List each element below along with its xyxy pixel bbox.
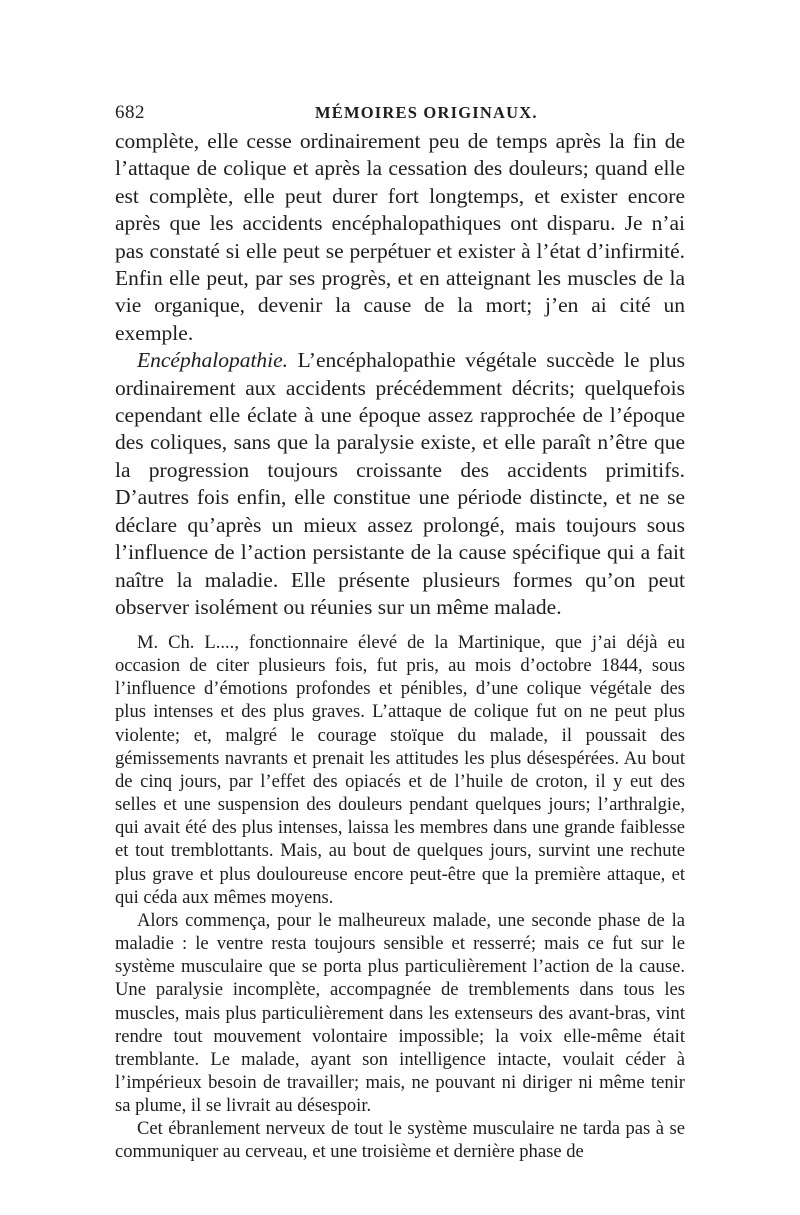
paragraph-case-onset: M. Ch. L...., fonctionnaire élevé de la Martinique, que j’ai déjà eu occasion de citer plusieurs fois, fut pris, au mois d’octobre 1844, sous l’influence d’émotions profondes et pénibles, d’une colique végétale des plus intenses et des plus graves. L’attaque de colique fut on ne peut plus violente; et, malgré le courage stoïque du malade, il poussait des gémissements navrants et prenait les attitudes les plus désespérées. Au bout de cinq jours, par l’effet des opiacés et de l’huile de croton, il y eut des selles et une suspension des douleurs pendant quelques jours; l’arthralgie, qui avait été des plus intenses, laissa les membres dans une grande faiblesse et tout tremblottants. Mais, au bout de quelques jours, survint une rechute plus grave et plus douloureuse encore peut-être que la première attaque, et qui céda aux mêmes moyens. [115, 632, 685, 908]
paragraph-encephalopathy-text: L’encéphalopathie végétale succède le plus ordinairement aux accidents précédemment décrits; quelquefois cependant elle éclate à une époque assez rapprochée de l’époque des coliques, sans que la paralysie existe, et elle paraît n’être que la progression toujours croissante des accidents primitifs. D’autres fois enfin, elle constitue une période distincte, et ne se déclare qu’après un mieux assez prolongé, mais toujours sous l’influence de l’action persistante de la cause spécifique qui a fait naître la maladie. Elle présente plusieurs formes qu’on peut observer isolément ou réunies sur un même malade. [115, 348, 685, 619]
paragraph-encephalopathy [115, 347, 685, 621]
running-title: MÉMOIRES ORIGINAUX. [315, 103, 538, 122]
running-head [115, 102, 685, 126]
page-number: 682 [115, 102, 145, 123]
paragraph-case-second-phase: Alors commença, pour le malheureux malade, une seconde phase de la maladie : le ventre resta toujours sensible et resserré; mais ce fut sur le système musculaire que se porta plus particulièrement l’action de la cause. Une paralysie incomplète, accompagnée de tremblements dans tous les muscles, mais plus particulièrement dans les extenseurs des avant-bras, vint rendre tout mouvement volontaire impossible; la voix elle-même était tremblante. Le malade, ayant son intelligence intacte, voulait céder à l’impérieux besoin de travailler; mais, ne pouvant ni diriger ni même tenir sa plume, il se livrait au désespoir. [115, 909, 685, 1117]
paragraph-case-third-phase: Cet ébranlement nerveux de tout le système musculaire ne tarda pas à se communiquer au cerveau, et une troisième et dernière phase de [115, 1118, 685, 1163]
paragraph-paralysis-end: complète, elle cesse ordinairement peu de temps après la fin de l’attaque de colique et après la cessation des douleurs; quand elle est complète, elle peut durer fort longtemps, et exister encore après que les accidents encéphalopathiques ont disparu. Je n’ai pas constaté si elle peut se perpétuer et exister à l’état d’infirmité. Enfin elle peut, par ses progrès, et en atteignant les muscles de la vie organique, devenir la cause de la mort; j’en ai cité un exemple. [115, 129, 685, 345]
section-heading-encephalopathy: Encéphalopathie. [137, 348, 289, 373]
case-report-block [115, 631, 685, 1164]
main-text-block [115, 128, 685, 621]
